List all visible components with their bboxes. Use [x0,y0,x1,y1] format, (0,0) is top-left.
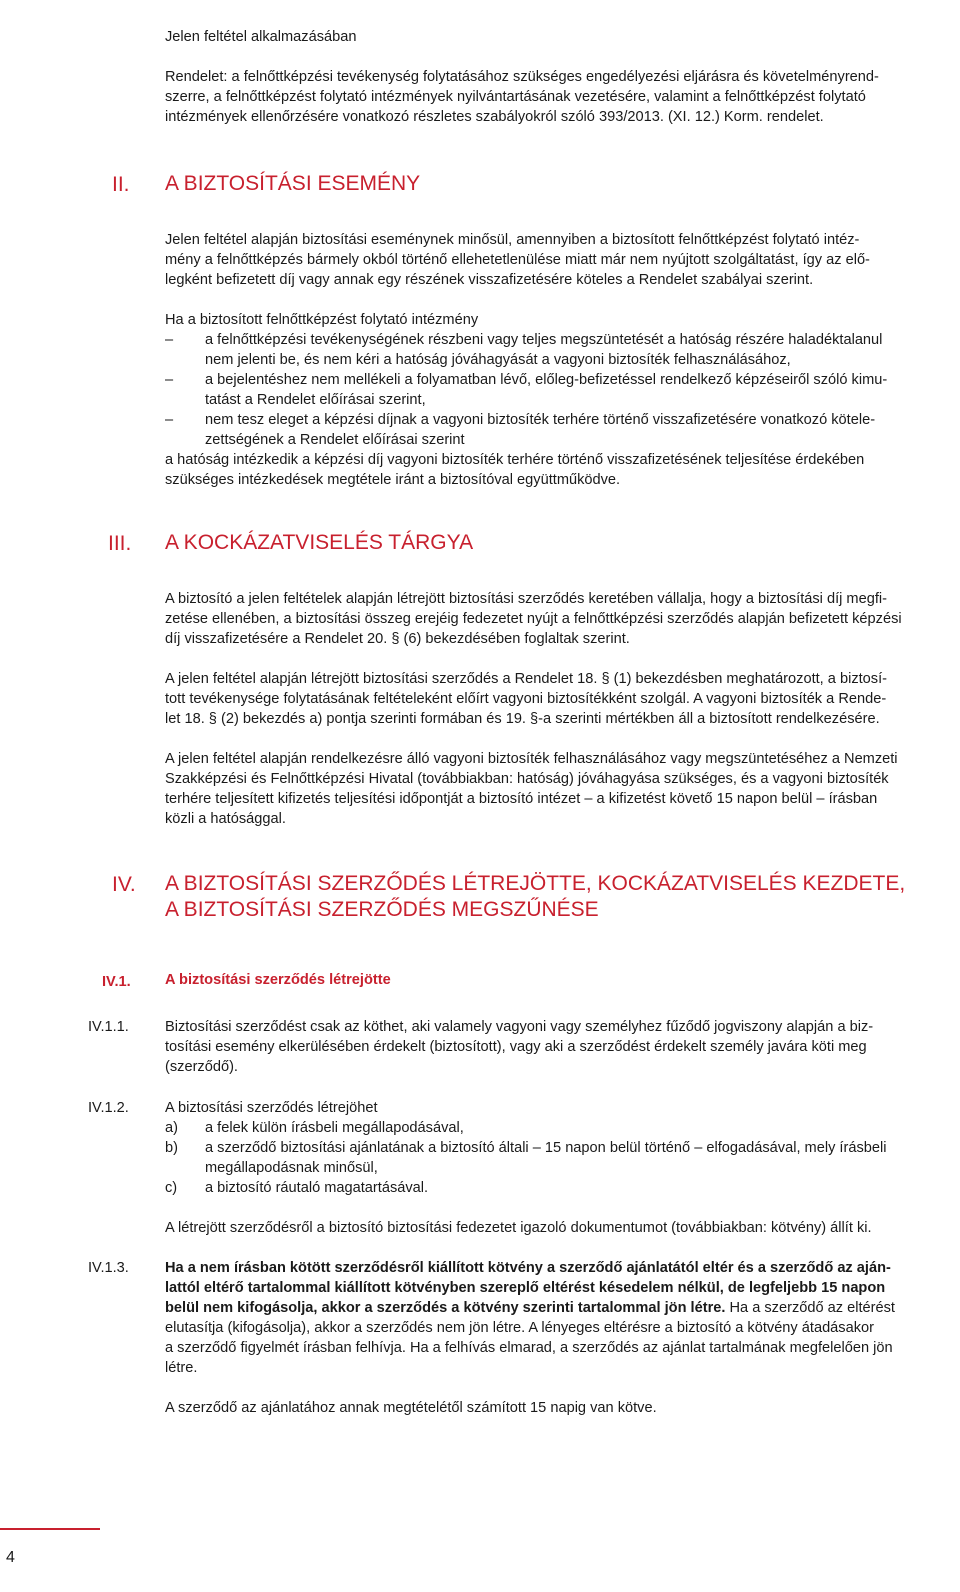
paragraph-line: (szerződő). [165,1059,238,1075]
paragraph-line: tosítási esemény elkerülésében érdekelt (biztosított), vagy aki a szerződést érdekelt személy javára köti meg [165,1039,867,1055]
paragraph-line: Szakképzési és Felnőttképzési Hivatal (továbbiakban: hatóság) jóváhagyása szükséges, és a vagyoni biztosíték [165,771,889,787]
paragraph-line: mény a felnőttképzés bármely okból történő ellehetetlenülése miatt már nem nyújtott szolgáltatást, így az elő- [165,252,870,268]
list-lead: Ha a biztosított felnőttképzést folytató intézmény [165,312,479,328]
paragraph-line: A biztosító a jelen feltételek alapján létrejött biztosítási szerződés keretében vállalja, hogy a biztosítási díj megfi- [165,591,887,607]
section-title: A KOCKÁZATVISELÉS TÁRGYA [165,531,474,554]
clause-number: IV.1.2. [88,1100,129,1116]
paragraph-line: szükséges intézkedések megtétele iránt a biztosítóval együttműködve. [165,472,621,488]
paragraph-line: Biztosítási szerződést csak az köthet, aki valamely vagyoni vagy személyhez fűződő jogviszony alapján a biz- [165,1019,874,1035]
paragraph-line: lattól eltérő tartalommal kiállított kötvényben szereplő eltérést késedelem nélkül, de legfeljebb 15 napon [165,1280,886,1296]
list-item [165,1118,955,1138]
section-title [165,871,955,923]
paragraph-line: let 18. § (2) bekezdés a) pontja szerinti formában és 19. §-a szerinti mértékben áll a biztosított rendelkezésére. [165,711,880,727]
list-lead: A biztosítási szerződés létrejöhet [165,1100,378,1116]
list-item-line: nem tesz eleget a képzési díjnak a vagyoni biztosíték terhére történő visszafizetésére vonatkozó kötele- [205,412,876,428]
paragraph-line: A szerződő az ajánlatához annak megtételétől számított 15 napig van kötve. [165,1400,657,1416]
paragraph-line: legként befizetett díj vagy annak egy részének visszafizetésére köteles a Rendelet szabályai szerint. [165,272,814,288]
clause-body [165,1098,955,1238]
paragraph-line: Jelen feltétel alapján biztosítási eseménynek minősül, amennyiben a biztosított felnőttképzést folytató intéz- [165,232,860,248]
intro-block [165,27,955,127]
paragraph-line: Ha a nem írásban kötött szerződésről kiállított kötvény a szerződő ajánlatától eltér és a szerződő az aján- [165,1260,891,1276]
list-item [165,410,955,450]
dash-mark: – [165,372,174,388]
list-item [165,370,955,410]
definition-line: Rendelet: a felnőttképzési tevékenység folytatásához szükséges engedélyezési eljárásra és követelményrend- [165,69,879,85]
list-item-line: a szerződő biztosítási ajánlatának a biztosító általi – 15 napon belül történő – elfogadásával, mely írásbeli [205,1140,887,1156]
list-item-line: nem jelenti be, és nem kéri a hatóság jóváhagyását a vagyoni biztosíték felhasználásához, [205,352,791,368]
section-number: IV. [112,873,136,896]
list-item-line: tatást a Rendelet előírásai szerint, [205,392,426,408]
paragraph-line: a szerződő figyelmét írásban felhívja. Ha a felhívás elmarad, a szerződés az ajánlat tartalmának megfelelően jön [165,1340,893,1356]
paragraph-line: létre. [165,1360,198,1376]
list-item-line: a felnőttképzési tevékenységének részbeni vagy teljes megszüntetését a hatóság részére haladéktalanul [205,332,883,348]
paragraph-line: A jelen feltétel alapján rendelkezésre álló vagyoni biztosíték felhasználásához vagy megszüntetéséhez a Nemzeti [165,751,898,767]
section-3-body [165,589,955,829]
section-number: III. [108,532,132,555]
list-marker: b) [165,1140,178,1156]
clause-number: IV.1.1. [88,1019,129,1035]
list-item-line: a felek külön írásbeli megállapodásával, [205,1120,464,1136]
paragraph-line: A jelen feltétel alapján létrejött biztosítási szerződés a Rendelet 18. § (1) bekezdésben meghatározott, a biztosí- [165,671,887,687]
clause-body [165,1258,955,1418]
list-item-line: a biztosító ráutaló magatartásával. [205,1180,429,1196]
clause-body [165,1017,955,1077]
paragraph-line: terhére teljesített kifizetés teljesítési időpontját a biztosító intézet – a kifizetést követő 15 napon belül – írásban [165,791,878,807]
section-number: II. [112,173,130,196]
list-item-line: megállapodásnak minősül, [205,1160,378,1176]
list-item [165,1178,955,1198]
paragraph-line: elutasítja (kifogásolja), akkor a szerződés nem jön létre. A lényeges eltérésre a biztosító a kötvény átadásakor [165,1320,874,1336]
dash-list [165,330,955,490]
paragraph-line: közli a hatósággal. [165,811,286,827]
definition-line: szerre, a felnőttképzést folytató intézmények nyilvántartásának vezetésére, valamint a felnőttképzést folytató [165,89,866,105]
plain-text: Ha a szerződő az eltérést [725,1300,895,1316]
list-item-line: a bejelentéshez nem mellékeli a folyamatban lévő, előleg-befizetéssel rendelkező képzéseiről szóló kimu- [205,372,888,388]
list-item-line: zettségének a Rendelet előírásai szerint [205,432,465,448]
list-marker: c) [165,1180,178,1196]
list-marker: a) [165,1120,178,1136]
section-title-line: A BIZTOSÍTÁSI SZERZŐDÉS MEGSZŰNÉSE [165,898,599,921]
subsection-number: IV.1. [102,974,131,990]
section-2-body [165,230,955,330]
paragraph-line: a hatóság intézkedik a képzési díj vagyoni biztosíték terhére történő visszafizetésének teljesítése érdekében [165,452,865,468]
definition-line: intézmények ellenőrzésére vonatkozó részletes szabályokról szóló 393/2013. (XI. 12.) Korm. rendelet. [165,109,824,125]
paragraph-line: tott tevékenysége folytatásának feltételeként előírt vagyoni biztosítékként szolgál. A vagyoni biztosíték a Rende- [165,691,887,707]
clause-number: IV.1.3. [88,1260,129,1276]
page-number: 4 [6,1549,15,1566]
subsection-title: A biztosítási szerződés létrejötte [165,972,391,988]
dash-mark: – [165,412,174,428]
paragraph-line [165,1298,955,1318]
dash-mark: – [165,332,174,348]
paragraph-line: zetése ellenében, a biztosítási összeg erejéig fedezetet nyújt a felnőttképzési szerződés alapján befizetett képzési [165,611,902,627]
list-item [165,330,955,370]
section-title-line: A BIZTOSÍTÁSI SZERZŐDÉS LÉTREJÖTTE, KOCKÁZATVISELÉS KEZDETE, [165,872,906,895]
intro-heading: Jelen feltétel alkalmazásában [165,29,357,45]
footer-rule [0,1528,100,1530]
bold-text: belül nem kifogásolja, akkor a szerződés a kötvény szerinti tartalommal jön létre. [165,1300,726,1316]
paragraph-line: díj visszafizetésére a Rendelet 20. § (6) bekezdésében foglaltak szerint. [165,631,630,647]
section-title: A BIZTOSÍTÁSI ESEMÉNY [165,172,421,195]
list-item [165,1138,955,1178]
paragraph-line: A létrejött szerződésről a biztosító biztosítási fedezetet igazoló dokumentumot (továbbiakban: kötvény) állít ki. [165,1220,872,1236]
